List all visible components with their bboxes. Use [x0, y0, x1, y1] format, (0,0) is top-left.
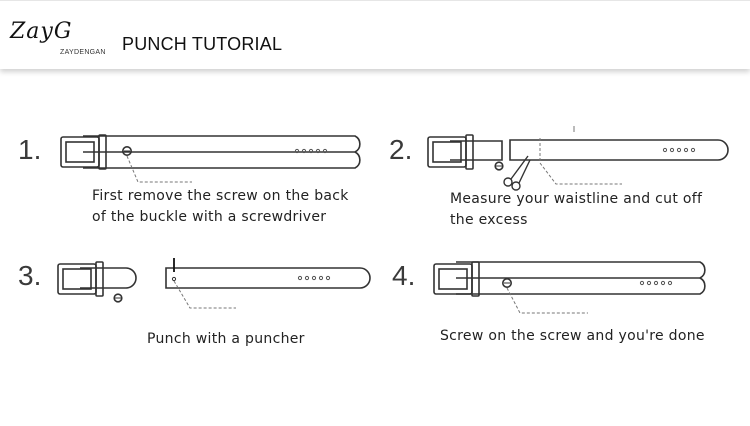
step1-belt	[61, 135, 360, 169]
brand-subtitle: ZAYDENGAN	[60, 49, 106, 56]
step3-buckle	[58, 262, 136, 296]
step3-new-hole	[172, 277, 175, 280]
step1-caption	[92, 186, 349, 228]
step3-caption-line1: Punch with a puncher	[147, 331, 305, 347]
step2-caption-line1: Measure your waistline and cut off	[450, 191, 703, 207]
step2-caption-line2: the excess	[450, 212, 528, 228]
step3-caption	[147, 329, 305, 350]
step2-buckle	[428, 135, 502, 169]
step1-screw-icon	[123, 147, 131, 155]
step1-caption-line1: First remove the screw on the back	[92, 188, 349, 204]
page-title: PUNCH TUTORIAL	[122, 34, 283, 54]
step1-leader-line	[127, 156, 192, 182]
step3-strap	[166, 268, 370, 288]
brand-logo: ZayG	[10, 19, 73, 44]
step2-screw-icon	[495, 162, 503, 170]
step4-caption	[440, 326, 705, 347]
step1-caption-line2: of the buckle with a screwdriver	[92, 209, 327, 225]
step2-number: 2.	[389, 134, 413, 165]
step3-holes	[298, 276, 329, 279]
step3-screw-icon	[114, 294, 122, 302]
step1-number: 1.	[18, 134, 42, 165]
step4-caption-line1: Screw on the screw and you're done	[440, 328, 705, 344]
step4-holes	[640, 281, 671, 284]
step2-strap	[510, 140, 728, 160]
step3-number: 3.	[18, 260, 42, 291]
step4-number: 4.	[392, 260, 416, 291]
step4-screw-icon	[503, 279, 511, 287]
step3-leader-line	[174, 281, 236, 308]
step2-holes	[663, 148, 694, 151]
scissors-icon	[504, 156, 530, 190]
step4-belt	[434, 262, 705, 296]
step4-leader-line	[507, 288, 588, 313]
step2-leader-line	[540, 163, 622, 184]
step2-caption	[450, 189, 702, 231]
